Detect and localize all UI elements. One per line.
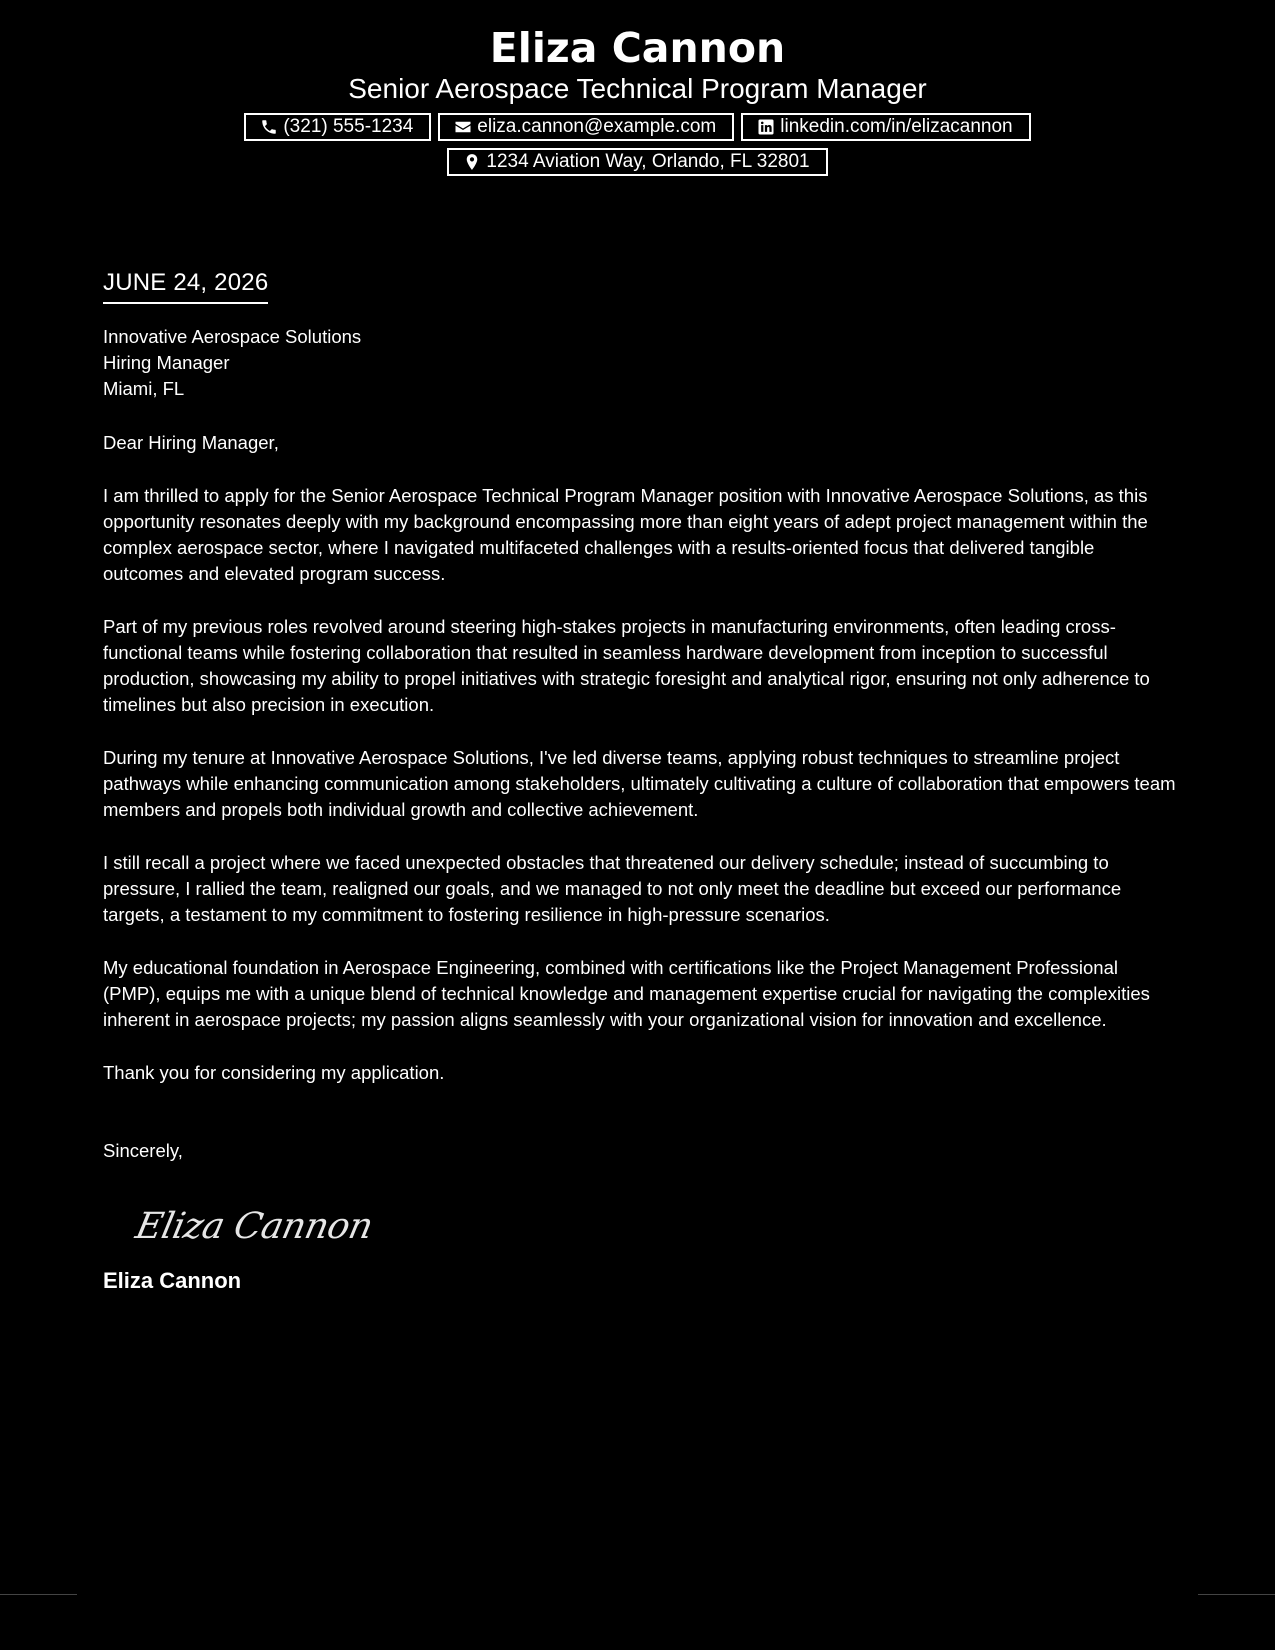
paragraph: I am thrilled to apply for the Senior Aerospace Technical Program Manager position with Innovative Aerospace Solutions, as this opportunity resonates deeply with my background encompassing more than eight years of adept project management within the complex aerospace sector, where I navigated multifaceted challenges with a results-oriented focus that delivered tangible outcomes and elevated program success. (103, 485, 1148, 584)
contact-row-secondary (0, 148, 1275, 176)
recipient-company: Innovative Aerospace Solutions (103, 326, 362, 347)
closing-thanks: Thank you for considering my application. (103, 1062, 445, 1083)
paragraph: Part of my previous roles revolved around steering high-stakes projects in manufacturing environments, often leading cross-functional teams while fostering collaboration that resulted in seamless hardware development from inception to successful production, showcasing my ability to propel initiatives with strategic foresight and analytical rigor, ensuring not only adherence to timelines but also precision in execution. (103, 616, 1150, 715)
linkedin-icon (756, 117, 776, 137)
applicant-title: Senior Aerospace Technical Program Manager (348, 73, 927, 104)
paragraph: During my tenure at Innovative Aerospace Solutions, I've led diverse teams, applying robust techniques to streamline project pathways while enhancing communication among stakeholders, ultimately cultivating a culture of collaboration that empowers team members and propels both individual growth and collective achievement. (103, 747, 1176, 820)
address-text: 1234 Aviation Way, Orlando, FL 32801 (486, 151, 810, 172)
salutation: Dear Hiring Manager, (103, 432, 279, 453)
phone-icon (259, 117, 279, 137)
email-contact[interactable] (438, 113, 734, 141)
email-text: eliza.cannon@example.com (477, 116, 717, 137)
letter-header (0, 22, 1275, 176)
map-pin-icon (462, 152, 482, 172)
letter-date: JUNE 24, 2026 (103, 266, 268, 304)
contact-row-primary (0, 113, 1275, 141)
paragraph: I still recall a project where we faced unexpected obstacles that threatened our delivery schedule; instead of succumbing to pressure, I rallied the team, realigned our goals, and we managed to not only meet the deadline but exceed our performance targets, a testament to my commitment to fostering resilience in high-pressure scenarios. (103, 852, 1122, 925)
footer-divider-left (0, 1594, 77, 1595)
recipient-block (103, 324, 1178, 402)
signature-wrapper (103, 1164, 1178, 1252)
phone-contact[interactable] (244, 113, 431, 141)
handwritten-signature: Eliza Cannon (132, 1206, 377, 1247)
footer-divider-right (1198, 1594, 1275, 1595)
phone-text: (321) 555-1234 (283, 116, 414, 137)
letter-body (103, 266, 1178, 1296)
paragraph: My educational foundation in Aerospace Engineering, combined with certifications like the Project Management Professional (PMP), equips me with a unique blend of technical knowledge and management expertise crucial for navigating the complexities inherent in aerospace projects; my passion aligns seamlessly with your organizational vision for innovation and excellence. (103, 957, 1150, 1030)
recipient-location: Miami, FL (103, 378, 185, 399)
applicant-name: Eliza Cannon (489, 24, 786, 72)
signoff: Sincerely, (103, 1140, 183, 1161)
envelope-icon (453, 117, 473, 137)
recipient-role: Hiring Manager (103, 352, 230, 373)
address-contact (447, 148, 827, 176)
linkedin-text: linkedin.com/in/elizacannon (780, 116, 1013, 137)
signed-name: Eliza Cannon (103, 1268, 242, 1293)
linkedin-contact[interactable] (741, 113, 1030, 141)
